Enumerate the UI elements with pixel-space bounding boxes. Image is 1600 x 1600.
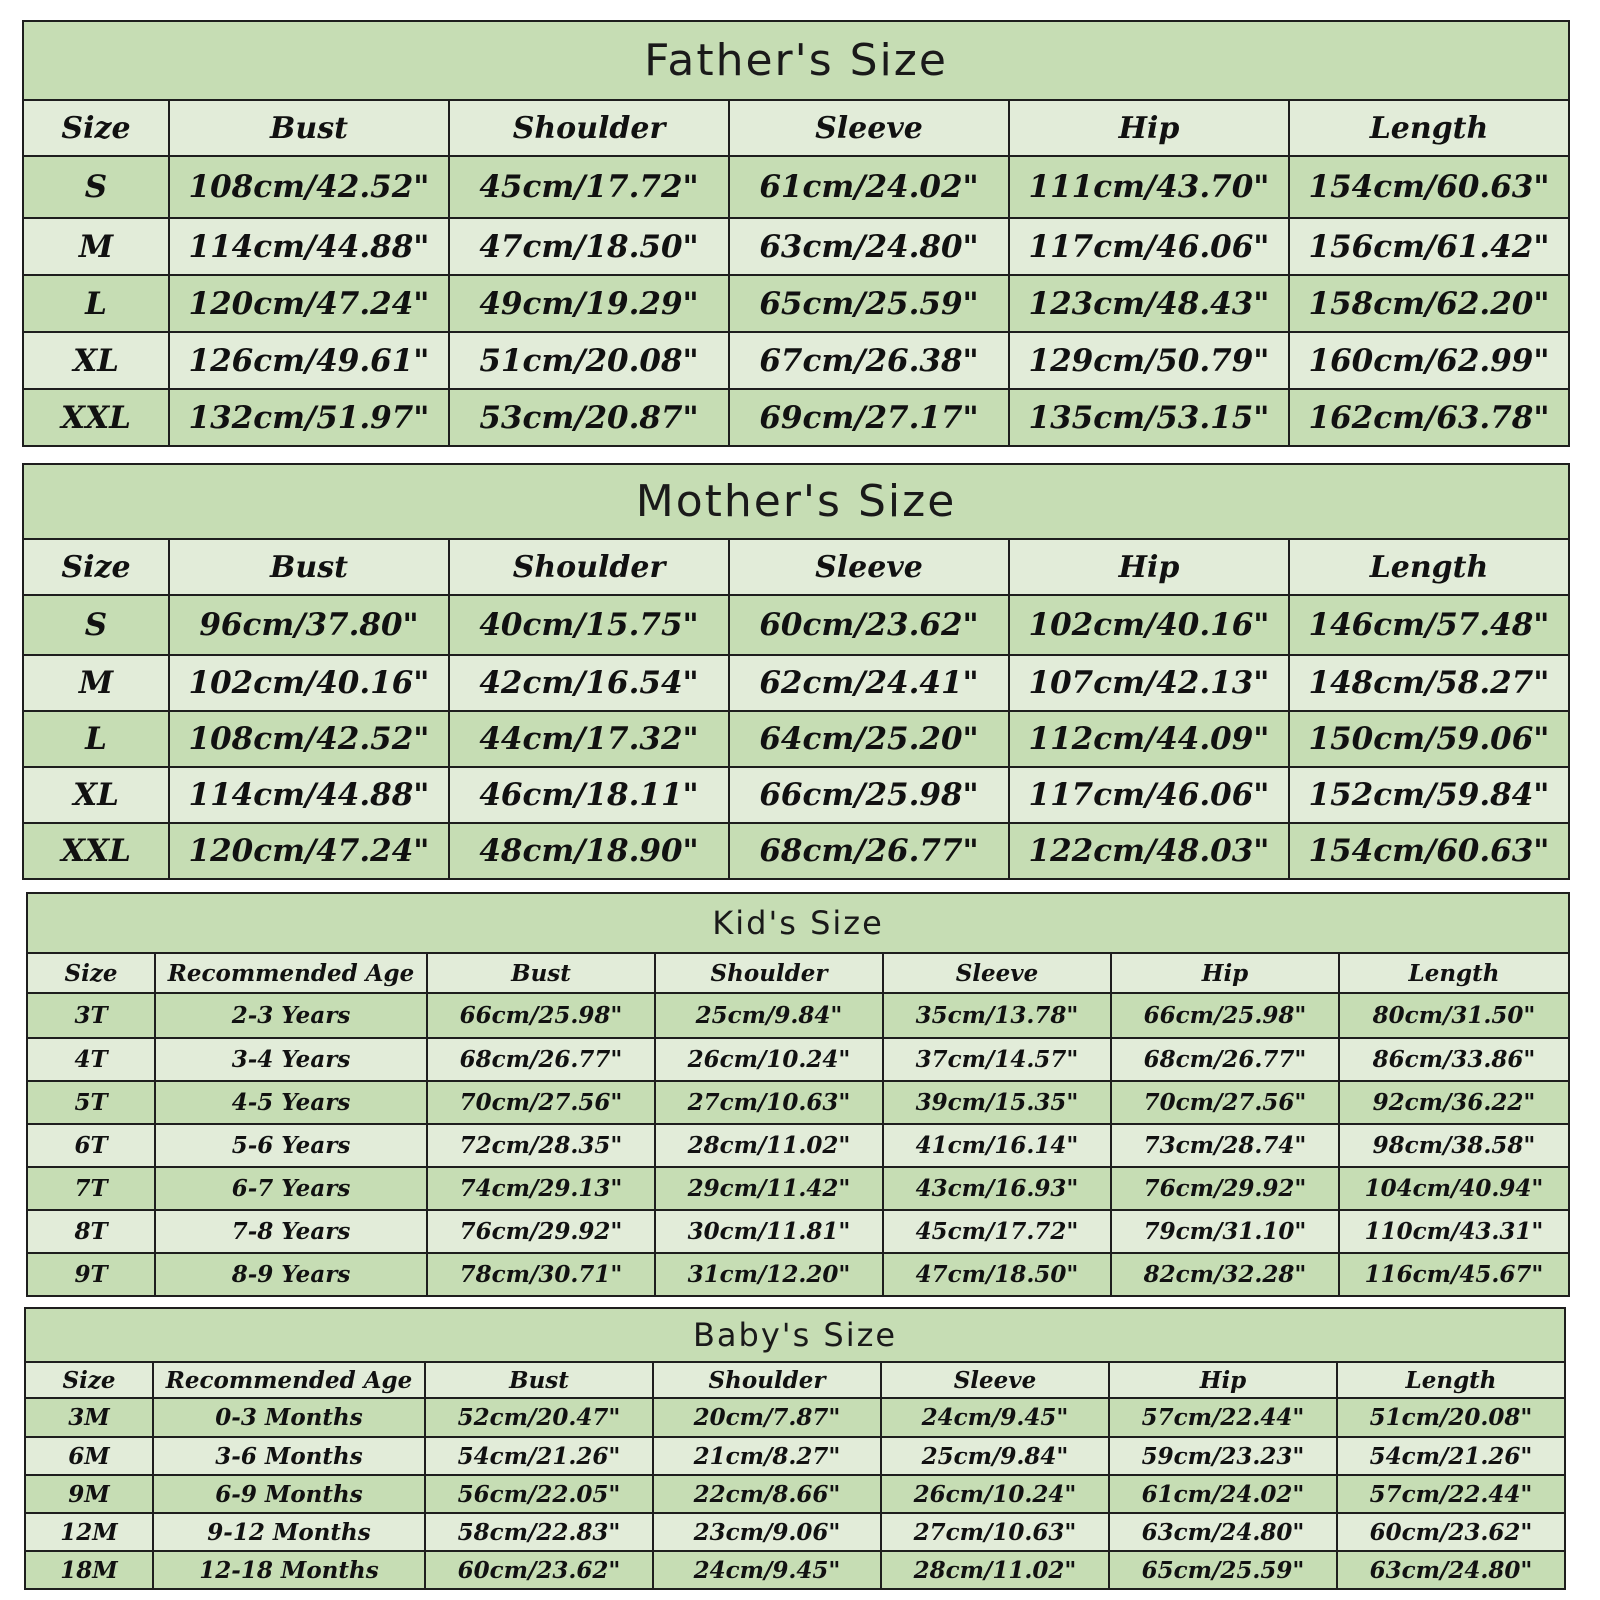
column-header: Bust xyxy=(169,539,449,595)
table-cell: 20cm/7.87" xyxy=(653,1398,881,1437)
table-row xyxy=(25,1551,1565,1589)
size-cell: 9M xyxy=(25,1475,153,1513)
table-row xyxy=(23,655,1569,711)
table-cell: 66cm/25.98" xyxy=(1111,993,1339,1038)
table-cell: 57cm/22.44" xyxy=(1109,1398,1337,1437)
table-row xyxy=(23,332,1569,389)
table-cell: 28cm/11.02" xyxy=(881,1551,1109,1589)
table-cell: 98cm/38.58" xyxy=(1339,1124,1569,1167)
table-cell: 120cm/47.24" xyxy=(169,823,449,879)
table-cell: 65cm/25.59" xyxy=(1109,1551,1337,1589)
table-cell: 9-12 Months xyxy=(153,1513,425,1551)
table-cell: 69cm/27.17" xyxy=(729,389,1009,446)
table-row xyxy=(27,1124,1569,1167)
table-cell: 122cm/48.03" xyxy=(1009,823,1289,879)
table-cell: 27cm/10.63" xyxy=(881,1513,1109,1551)
column-header: Bust xyxy=(425,1362,653,1398)
table-cell: 28cm/11.02" xyxy=(655,1124,883,1167)
table-cell: 117cm/46.06" xyxy=(1009,767,1289,823)
table-cell: 102cm/40.16" xyxy=(169,655,449,711)
table-cell: 80cm/31.50" xyxy=(1339,993,1569,1038)
table-cell: 44cm/17.32" xyxy=(449,711,729,767)
table-cell: 0-3 Months xyxy=(153,1398,425,1437)
table-cell: 70cm/27.56" xyxy=(1111,1081,1339,1124)
father-header-row xyxy=(23,100,1569,156)
table-cell: 59cm/23.23" xyxy=(1109,1437,1337,1475)
table-row xyxy=(27,993,1569,1038)
table-cell: 12-18 Months xyxy=(153,1551,425,1589)
column-header: Shoulder xyxy=(449,100,729,156)
table-cell: 63cm/24.80" xyxy=(1337,1551,1565,1589)
column-header: Shoulder xyxy=(653,1362,881,1398)
table-cell: 26cm/10.24" xyxy=(655,1038,883,1081)
column-header: Shoulder xyxy=(449,539,729,595)
table-cell: 23cm/9.06" xyxy=(653,1513,881,1551)
column-header: Sleeve xyxy=(729,539,1009,595)
table-row xyxy=(25,1398,1565,1437)
table-cell: 111cm/43.70" xyxy=(1009,156,1289,218)
table-cell: 45cm/17.72" xyxy=(883,1210,1111,1253)
table-cell: 110cm/43.31" xyxy=(1339,1210,1569,1253)
size-cell: 3T xyxy=(27,993,155,1038)
size-cell: XL xyxy=(23,332,169,389)
table-row xyxy=(23,767,1569,823)
table-row xyxy=(27,1253,1569,1296)
mother-size-table xyxy=(22,463,1570,880)
table-cell: 129cm/50.79" xyxy=(1009,332,1289,389)
table-cell: 72cm/28.35" xyxy=(427,1124,655,1167)
table-cell: 82cm/32.28" xyxy=(1111,1253,1339,1296)
table-cell: 56cm/22.05" xyxy=(425,1475,653,1513)
table-cell: 86cm/33.86" xyxy=(1339,1038,1569,1081)
table-cell: 126cm/49.61" xyxy=(169,332,449,389)
baby-header-row xyxy=(25,1362,1565,1398)
table-cell: 51cm/20.08" xyxy=(1337,1398,1565,1437)
table-cell: 154cm/60.63" xyxy=(1289,156,1569,218)
table-cell: 54cm/21.26" xyxy=(425,1437,653,1475)
column-header: Sleeve xyxy=(881,1362,1109,1398)
baby-size-table xyxy=(24,1307,1566,1590)
column-header: Length xyxy=(1339,953,1569,993)
size-cell: 18M xyxy=(25,1551,153,1589)
table-cell: 7-8 Years xyxy=(155,1210,427,1253)
column-header: Bust xyxy=(169,100,449,156)
table-row xyxy=(25,1513,1565,1551)
column-header: Shoulder xyxy=(655,953,883,993)
size-cell: 9T xyxy=(27,1253,155,1296)
table-row xyxy=(27,1210,1569,1253)
table-row xyxy=(23,275,1569,332)
column-header: Length xyxy=(1289,539,1569,595)
table-cell: 107cm/42.13" xyxy=(1009,655,1289,711)
father-size-table xyxy=(22,20,1570,447)
mother-table-title: Mother's Size xyxy=(23,464,1569,539)
table-row xyxy=(23,711,1569,767)
size-cell: 5T xyxy=(27,1081,155,1124)
table-row xyxy=(27,1038,1569,1081)
table-cell: 48cm/18.90" xyxy=(449,823,729,879)
table-cell: 123cm/48.43" xyxy=(1009,275,1289,332)
table-cell: 63cm/24.80" xyxy=(729,218,1009,275)
table-cell: 96cm/37.80" xyxy=(169,595,449,655)
table-cell: 22cm/8.66" xyxy=(653,1475,881,1513)
size-cell: L xyxy=(23,711,169,767)
table-row xyxy=(27,1167,1569,1210)
table-cell: 114cm/44.88" xyxy=(169,767,449,823)
table-cell: 108cm/42.52" xyxy=(169,156,449,218)
table-cell: 25cm/9.84" xyxy=(881,1437,1109,1475)
table-cell: 116cm/45.67" xyxy=(1339,1253,1569,1296)
column-header: Length xyxy=(1337,1362,1565,1398)
column-header: Hip xyxy=(1109,1362,1337,1398)
column-header: Bust xyxy=(427,953,655,993)
size-cell: XXL xyxy=(23,823,169,879)
table-cell: 26cm/10.24" xyxy=(881,1475,1109,1513)
table-cell: 78cm/30.71" xyxy=(427,1253,655,1296)
table-cell: 114cm/44.88" xyxy=(169,218,449,275)
table-row xyxy=(23,389,1569,446)
table-cell: 152cm/59.84" xyxy=(1289,767,1569,823)
table-cell: 67cm/26.38" xyxy=(729,332,1009,389)
table-cell: 3-6 Months xyxy=(153,1437,425,1475)
column-header: Size xyxy=(27,953,155,993)
size-cell: 3M xyxy=(25,1398,153,1437)
table-cell: 37cm/14.57" xyxy=(883,1038,1111,1081)
table-cell: 6-7 Years xyxy=(155,1167,427,1210)
table-cell: 66cm/25.98" xyxy=(427,993,655,1038)
column-header: Sleeve xyxy=(883,953,1111,993)
size-cell: XL xyxy=(23,767,169,823)
size-cell: L xyxy=(23,275,169,332)
table-cell: 156cm/61.42" xyxy=(1289,218,1569,275)
table-cell: 21cm/8.27" xyxy=(653,1437,881,1475)
table-row xyxy=(23,823,1569,879)
table-cell: 60cm/23.62" xyxy=(425,1551,653,1589)
father-table-title: Father's Size xyxy=(23,21,1569,100)
table-cell: 24cm/9.45" xyxy=(653,1551,881,1589)
table-cell: 61cm/24.02" xyxy=(729,156,1009,218)
size-cell: XXL xyxy=(23,389,169,446)
table-cell: 51cm/20.08" xyxy=(449,332,729,389)
table-cell: 52cm/20.47" xyxy=(425,1398,653,1437)
column-header: Recommended Age xyxy=(155,953,427,993)
kid-header-row xyxy=(27,953,1569,993)
table-cell: 146cm/57.48" xyxy=(1289,595,1569,655)
kid-size-table xyxy=(26,892,1570,1297)
table-cell: 148cm/58.27" xyxy=(1289,655,1569,711)
table-cell: 79cm/31.10" xyxy=(1111,1210,1339,1253)
kid-table-title: Kid's Size xyxy=(27,893,1569,953)
column-header: Hip xyxy=(1111,953,1339,993)
size-cell: 7T xyxy=(27,1167,155,1210)
table-cell: 70cm/27.56" xyxy=(427,1081,655,1124)
table-cell: 2-3 Years xyxy=(155,993,427,1038)
table-cell: 102cm/40.16" xyxy=(1009,595,1289,655)
table-cell: 68cm/26.77" xyxy=(1111,1038,1339,1081)
table-cell: 60cm/23.62" xyxy=(1337,1513,1565,1551)
table-cell: 5-6 Years xyxy=(155,1124,427,1167)
table-cell: 162cm/63.78" xyxy=(1289,389,1569,446)
table-cell: 8-9 Years xyxy=(155,1253,427,1296)
baby-table-title: Baby's Size xyxy=(25,1308,1565,1362)
size-cell: M xyxy=(23,218,169,275)
size-cell: S xyxy=(23,156,169,218)
table-cell: 108cm/42.52" xyxy=(169,711,449,767)
table-cell: 64cm/25.20" xyxy=(729,711,1009,767)
mother-header-row xyxy=(23,539,1569,595)
table-cell: 39cm/15.35" xyxy=(883,1081,1111,1124)
table-cell: 4-5 Years xyxy=(155,1081,427,1124)
table-cell: 47cm/18.50" xyxy=(883,1253,1111,1296)
table-row xyxy=(25,1437,1565,1475)
table-cell: 76cm/29.92" xyxy=(1111,1167,1339,1210)
table-cell: 117cm/46.06" xyxy=(1009,218,1289,275)
table-cell: 45cm/17.72" xyxy=(449,156,729,218)
size-cell: 4T xyxy=(27,1038,155,1081)
table-cell: 76cm/29.92" xyxy=(427,1210,655,1253)
table-cell: 160cm/62.99" xyxy=(1289,332,1569,389)
table-cell: 68cm/26.77" xyxy=(427,1038,655,1081)
table-cell: 30cm/11.81" xyxy=(655,1210,883,1253)
table-row xyxy=(23,595,1569,655)
table-cell: 74cm/29.13" xyxy=(427,1167,655,1210)
table-cell: 92cm/36.22" xyxy=(1339,1081,1569,1124)
column-header: Size xyxy=(23,539,169,595)
table-cell: 58cm/22.83" xyxy=(425,1513,653,1551)
table-cell: 43cm/16.93" xyxy=(883,1167,1111,1210)
size-cell: 6M xyxy=(25,1437,153,1475)
column-header: Size xyxy=(23,100,169,156)
table-row xyxy=(23,218,1569,275)
table-cell: 60cm/23.62" xyxy=(729,595,1009,655)
table-cell: 73cm/28.74" xyxy=(1111,1124,1339,1167)
table-cell: 25cm/9.84" xyxy=(655,993,883,1038)
table-cell: 41cm/16.14" xyxy=(883,1124,1111,1167)
table-cell: 63cm/24.80" xyxy=(1109,1513,1337,1551)
column-header: Size xyxy=(25,1362,153,1398)
table-cell: 132cm/51.97" xyxy=(169,389,449,446)
size-cell: M xyxy=(23,655,169,711)
table-cell: 120cm/47.24" xyxy=(169,275,449,332)
size-cell: 12M xyxy=(25,1513,153,1551)
table-cell: 49cm/19.29" xyxy=(449,275,729,332)
column-header: Hip xyxy=(1009,539,1289,595)
table-cell: 54cm/21.26" xyxy=(1337,1437,1565,1475)
table-cell: 104cm/40.94" xyxy=(1339,1167,1569,1210)
table-cell: 35cm/13.78" xyxy=(883,993,1111,1038)
column-header: Recommended Age xyxy=(153,1362,425,1398)
size-cell: 8T xyxy=(27,1210,155,1253)
table-cell: 40cm/15.75" xyxy=(449,595,729,655)
table-cell: 62cm/24.41" xyxy=(729,655,1009,711)
table-cell: 158cm/62.20" xyxy=(1289,275,1569,332)
table-cell: 154cm/60.63" xyxy=(1289,823,1569,879)
table-cell: 46cm/18.11" xyxy=(449,767,729,823)
table-cell: 65cm/25.59" xyxy=(729,275,1009,332)
table-cell: 29cm/11.42" xyxy=(655,1167,883,1210)
column-header: Sleeve xyxy=(729,100,1009,156)
table-cell: 27cm/10.63" xyxy=(655,1081,883,1124)
table-cell: 68cm/26.77" xyxy=(729,823,1009,879)
table-row xyxy=(25,1475,1565,1513)
column-header: Hip xyxy=(1009,100,1289,156)
table-cell: 53cm/20.87" xyxy=(449,389,729,446)
table-cell: 112cm/44.09" xyxy=(1009,711,1289,767)
table-row xyxy=(23,156,1569,218)
column-header: Length xyxy=(1289,100,1569,156)
table-cell: 3-4 Years xyxy=(155,1038,427,1081)
table-cell: 6-9 Months xyxy=(153,1475,425,1513)
size-cell: 6T xyxy=(27,1124,155,1167)
table-cell: 47cm/18.50" xyxy=(449,218,729,275)
table-cell: 24cm/9.45" xyxy=(881,1398,1109,1437)
table-row xyxy=(27,1081,1569,1124)
table-cell: 66cm/25.98" xyxy=(729,767,1009,823)
size-cell: S xyxy=(23,595,169,655)
table-cell: 150cm/59.06" xyxy=(1289,711,1569,767)
table-cell: 31cm/12.20" xyxy=(655,1253,883,1296)
table-cell: 42cm/16.54" xyxy=(449,655,729,711)
table-cell: 61cm/24.02" xyxy=(1109,1475,1337,1513)
table-cell: 135cm/53.15" xyxy=(1009,389,1289,446)
table-cell: 57cm/22.44" xyxy=(1337,1475,1565,1513)
